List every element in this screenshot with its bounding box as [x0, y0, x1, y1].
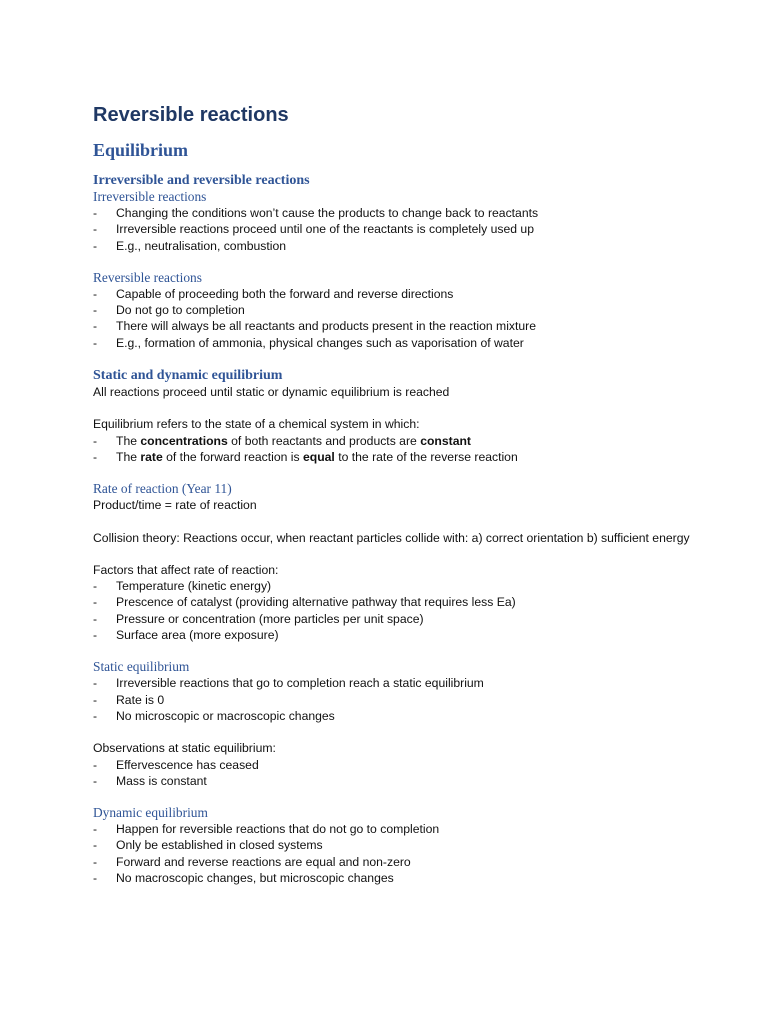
dash-bullet: - — [93, 595, 98, 610]
dash-bullet: - — [93, 822, 98, 837]
list-item — [93, 302, 713, 318]
list-item — [93, 594, 713, 610]
subheading-static-equilibrium: Static equilibrium — [93, 659, 190, 675]
list-item — [93, 335, 713, 351]
list-item-text: Pressure or concentration (more particles per unit space) — [116, 611, 424, 626]
subheading-irreversible-reactions: Irreversible reactions — [93, 189, 207, 204]
dash-bullet: - — [93, 692, 98, 707]
list-item — [93, 870, 713, 886]
list-item-text: No microscopic or macroscopic changes — [116, 708, 335, 723]
dash-bullet: - — [93, 449, 98, 464]
list-item-text: Temperature (kinetic energy) — [116, 579, 272, 594]
subheading-reversible-reactions: Reversible reactions — [93, 269, 202, 285]
list-item-text: Forward and reverse reactions are equal and non-zero — [116, 854, 411, 869]
dash-bullet: - — [93, 611, 98, 626]
list-item — [93, 627, 713, 643]
list-item — [93, 578, 713, 594]
dash-bullet: - — [93, 757, 98, 772]
factors-list — [93, 578, 713, 643]
dash-bullet: - — [93, 838, 98, 853]
dash-bullet: - — [93, 206, 98, 220]
bold-term-concentrations: concentrations — [140, 433, 228, 448]
dash-bullet: - — [93, 871, 98, 886]
list-item-text: Irreversible reactions that go to completion reach a static equilibrium — [116, 676, 484, 691]
list-item — [93, 837, 713, 853]
subheading-dynamic-equilibrium: Dynamic equilibrium — [93, 805, 208, 821]
spacer — [93, 643, 713, 659]
dash-bullet: - — [93, 319, 98, 334]
dynamic-list — [93, 821, 713, 886]
text-run: The — [116, 433, 141, 448]
list-item-text: Only be established in closed systems — [116, 838, 323, 853]
text-run: of both reactants and products are — [227, 433, 421, 448]
paragraph-observations-intro: Observations at static equilibrium: — [93, 741, 276, 756]
list-item — [93, 318, 713, 334]
heading-irreversible-and-reversible: Irreversible and reversible reactions — [93, 173, 310, 188]
bold-term-rate: rate — [140, 449, 163, 464]
list-item-text: Irreversible reactions proceed until one of the reactants is completely used up — [116, 222, 534, 237]
spacer — [93, 465, 713, 481]
dash-bullet: - — [93, 222, 98, 237]
list-item-text: Happen for reversible reactions that do not go to completion — [116, 822, 440, 837]
list-item-text: E.g., neutralisation, combustion — [116, 238, 287, 253]
text-run: to the rate of the reverse reaction — [334, 449, 518, 464]
list-item — [93, 821, 713, 837]
list-item — [93, 433, 713, 449]
text-run: of the forward reaction is — [162, 449, 303, 464]
irreversible-list — [93, 205, 713, 254]
list-item — [93, 238, 713, 254]
document-page — [93, 100, 713, 886]
spacer — [93, 514, 713, 530]
spacer — [93, 400, 713, 416]
list-item-text: No macroscopic changes, but microscopic changes — [116, 871, 394, 886]
list-item — [93, 757, 713, 773]
reversible-list — [93, 286, 713, 351]
list-item — [93, 708, 713, 724]
list-item-text: Prescence of catalyst (providing alternative pathway that requires less Ea) — [116, 595, 516, 610]
dash-bullet: - — [93, 579, 98, 594]
list-item-text: Capable of proceeding both the forward and reverse directions — [116, 286, 454, 301]
dash-bullet: - — [93, 773, 98, 788]
dash-bullet: - — [93, 676, 98, 691]
list-item-text: Mass is constant — [116, 773, 207, 788]
heading-equilibrium: Equilibrium — [93, 140, 189, 160]
observations-list — [93, 757, 713, 790]
dash-bullet: - — [93, 854, 98, 869]
spacer — [93, 546, 713, 562]
spacer — [93, 351, 713, 367]
paragraph-formula: Product/time = rate of reaction — [93, 498, 257, 513]
dash-bullet: - — [93, 335, 98, 350]
bold-term-constant: constant — [420, 433, 471, 448]
list-item — [93, 221, 713, 237]
subheading-rate-of-reaction: Rate of reaction (Year 11) — [93, 481, 232, 497]
dash-bullet: - — [93, 628, 98, 643]
list-item — [93, 286, 713, 302]
paragraph-factors-intro: Factors that affect rate of reaction: — [93, 562, 279, 577]
paragraph-definition: Equilibrium refers to the state of a chemical system in which: — [93, 417, 420, 432]
paragraph-intro: All reactions proceed until static or dynamic equilibrium is reached — [93, 385, 450, 400]
list-item — [93, 205, 713, 221]
spacer — [93, 724, 713, 740]
list-item — [93, 773, 713, 789]
dash-bullet: - — [93, 303, 98, 318]
list-item — [93, 692, 713, 708]
list-item-text: E.g., formation of ammonia, physical changes such as vaporisation of water — [116, 335, 524, 350]
definition-list — [93, 433, 713, 466]
static-list — [93, 675, 713, 724]
dash-bullet: - — [93, 286, 98, 301]
list-item-text: Rate is 0 — [116, 692, 165, 707]
text-run: The — [116, 449, 141, 464]
dash-bullet: - — [93, 238, 98, 253]
list-item — [93, 449, 713, 465]
list-item — [93, 854, 713, 870]
list-item-text: Surface area (more exposure) — [116, 628, 279, 643]
spacer — [93, 254, 713, 270]
dash-bullet: - — [93, 433, 98, 448]
list-item — [93, 675, 713, 691]
dash-bullet: - — [93, 708, 98, 723]
list-item-text: There will always be all reactants and products present in the reaction mixture — [116, 319, 536, 334]
bold-term-equal: equal — [302, 449, 335, 464]
spacer — [93, 789, 713, 805]
paragraph-collision-theory: Collision theory: Reactions occur, when reactant particles collide with: a) correct orientation b) sufficient energy — [93, 530, 690, 545]
list-item — [93, 611, 713, 627]
list-item-text: Do not go to completion — [116, 303, 245, 318]
list-item-text: Changing the conditions won’t cause the products to change back to reactants — [116, 206, 539, 220]
heading-static-and-dynamic: Static and dynamic equilibrium — [93, 368, 283, 384]
list-item-text: Effervescence has ceased — [116, 757, 259, 772]
document-title: Reversible reactions — [93, 104, 289, 126]
